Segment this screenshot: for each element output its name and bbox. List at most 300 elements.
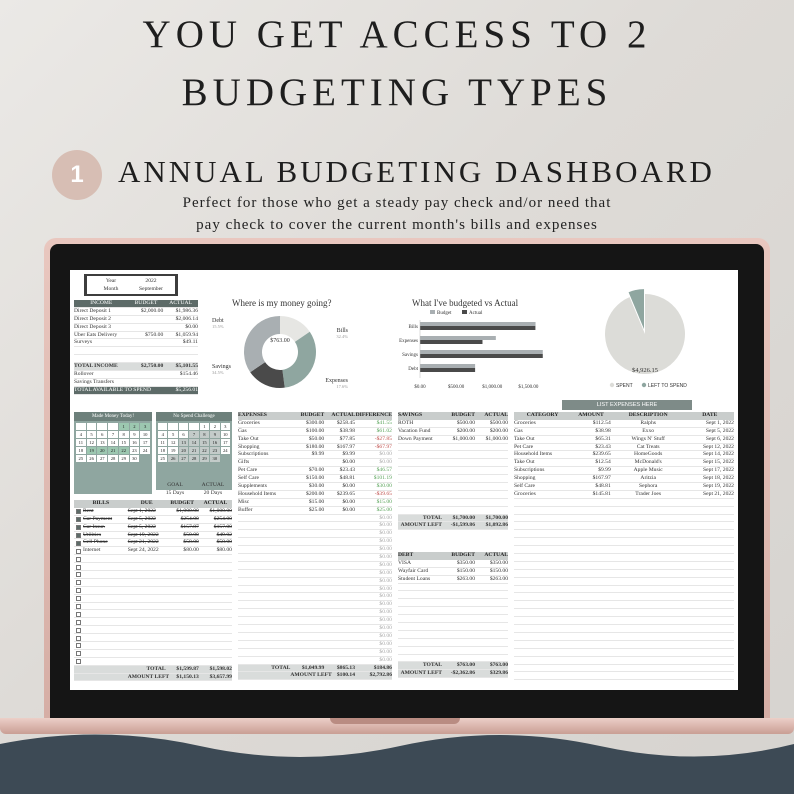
expenses-cell[interactable]: Gifts: [238, 459, 250, 466]
list-cell[interactable]: Household Items: [514, 451, 553, 458]
empty-cell[interactable]: [475, 655, 508, 662]
list-cell[interactable]: $112.54: [592, 419, 611, 426]
paid-checkbox[interactable]: [76, 651, 81, 656]
calendar-day[interactable]: 24: [221, 447, 230, 454]
calendar-day[interactable]: 10: [140, 431, 150, 438]
empty-cell[interactable]: [290, 586, 324, 593]
empty-cell[interactable]: [324, 570, 355, 577]
expenses-cell[interactable]: Shopping: [238, 443, 260, 450]
empty-cell[interactable]: [571, 522, 611, 529]
expenses-cell[interactable]: $150.00: [306, 475, 325, 482]
empty-cell[interactable]: [475, 507, 508, 514]
list-cell[interactable]: HomeGoods: [634, 451, 663, 458]
empty-cell[interactable]: [238, 657, 290, 664]
empty-cell[interactable]: [514, 672, 571, 679]
empty-cell[interactable]: $0.00: [379, 577, 392, 584]
calendar-day[interactable]: 24: [140, 447, 150, 454]
expenses-cell[interactable]: Buffer: [238, 506, 253, 513]
empty-cell[interactable]: [611, 617, 686, 624]
list-cell[interactable]: Sept 1, 2022: [705, 419, 734, 426]
income-cell[interactable]: [163, 355, 198, 362]
debt-cell[interactable]: Wayfair Card: [398, 567, 429, 574]
empty-cell[interactable]: [290, 609, 324, 616]
expenses-cell[interactable]: $25.00: [376, 506, 392, 513]
income-cell[interactable]: [129, 324, 164, 331]
calendar-day[interactable]: 5: [87, 431, 97, 438]
savings-cell[interactable]: $200.00: [489, 427, 508, 434]
empty-cell[interactable]: [571, 657, 611, 664]
empty-cell[interactable]: [514, 562, 571, 569]
list-cell[interactable]: $12.54: [595, 459, 611, 466]
debt-cell[interactable]: $263.00: [489, 575, 508, 582]
expenses-cell[interactable]: Pet Care: [238, 467, 258, 474]
savings-cell[interactable]: Down Payment: [398, 435, 433, 442]
paid-checkbox[interactable]: [76, 517, 81, 522]
savings-cell[interactable]: ROTH: [398, 419, 414, 426]
empty-cell[interactable]: [398, 507, 442, 514]
empty-cell[interactable]: [238, 617, 290, 624]
calendar-day[interactable]: 6: [97, 431, 107, 438]
calendar-day[interactable]: 4: [158, 431, 167, 438]
bill-actual[interactable]: $49.02: [216, 531, 232, 538]
list-cell[interactable]: Sept 12, 2022: [703, 443, 734, 450]
empty-cell[interactable]: [514, 578, 571, 585]
calendar-day[interactable]: 14: [189, 439, 198, 446]
calendar-day[interactable]: 11: [76, 439, 86, 446]
empty-cell[interactable]: [611, 554, 686, 561]
empty-cell[interactable]: [324, 657, 355, 664]
empty-cell[interactable]: [324, 546, 355, 553]
calendar-day[interactable]: 11: [158, 439, 167, 446]
empty-cell[interactable]: [514, 601, 571, 608]
empty-cell[interactable]: $0.00: [379, 601, 392, 608]
income-cell[interactable]: $750.00: [145, 331, 164, 338]
list-cell[interactable]: Sept 21, 2022: [703, 490, 734, 497]
calendar-day[interactable]: 22: [200, 447, 209, 454]
empty-cell[interactable]: $0.00: [379, 561, 392, 568]
empty-cell[interactable]: [571, 641, 611, 648]
empty-cell[interactable]: [290, 641, 324, 648]
list-cell[interactable]: Cat Treats: [636, 443, 660, 450]
year-value[interactable]: 2022: [145, 278, 157, 284]
empty-cell[interactable]: [514, 586, 571, 593]
empty-cell[interactable]: [324, 515, 355, 522]
empty-cell[interactable]: [238, 601, 290, 608]
calendar-day[interactable]: 13: [97, 439, 107, 446]
expenses-cell[interactable]: $239.65: [336, 490, 356, 497]
calendar-day[interactable]: 29: [119, 455, 129, 462]
empty-cell[interactable]: [611, 586, 686, 593]
empty-cell[interactable]: [611, 507, 686, 514]
empty-cell[interactable]: [611, 609, 686, 616]
empty-cell[interactable]: [571, 649, 611, 656]
empty-cell[interactable]: [398, 655, 442, 662]
expenses-cell[interactable]: Gas: [238, 427, 247, 434]
savings-cell[interactable]: $1,000.00: [485, 435, 508, 442]
list-cell[interactable]: Subscriptions: [514, 467, 545, 474]
expenses-cell[interactable]: $0.00: [379, 451, 392, 458]
paid-checkbox[interactable]: [76, 509, 81, 514]
paid-checkbox[interactable]: [76, 588, 81, 593]
bill-budget[interactable]: $50.00: [183, 531, 199, 538]
list-cell[interactable]: $23.43: [595, 443, 611, 450]
empty-cell[interactable]: [398, 607, 442, 614]
bill-due[interactable]: Sept 24, 2022: [127, 547, 159, 554]
calendar-day[interactable]: 23: [210, 447, 219, 454]
empty-cell[interactable]: [442, 639, 475, 646]
bill-name[interactable]: Utilities: [83, 531, 102, 538]
empty-cell[interactable]: $0.00: [379, 546, 392, 553]
calendar-day[interactable]: 16: [130, 439, 140, 446]
empty-cell[interactable]: [686, 601, 734, 608]
bill-name[interactable]: Internet: [83, 547, 101, 554]
empty-cell[interactable]: [324, 617, 355, 624]
empty-cell[interactable]: [611, 641, 686, 648]
empty-cell[interactable]: [686, 625, 734, 632]
list-cell[interactable]: $65.31: [595, 435, 611, 442]
empty-cell[interactable]: [686, 593, 734, 600]
calendar-day[interactable]: 29: [200, 455, 209, 462]
bill-due[interactable]: Sept 19, 2022: [127, 531, 159, 538]
bill-budget[interactable]: $254.00: [180, 515, 199, 522]
empty-cell[interactable]: [571, 633, 611, 640]
calendar-day[interactable]: 26: [168, 455, 177, 462]
calendar-day[interactable]: 22: [119, 447, 129, 454]
empty-cell[interactable]: [324, 649, 355, 656]
income-cell[interactable]: [129, 355, 164, 362]
empty-cell[interactable]: $0.00: [379, 538, 392, 545]
empty-cell[interactable]: [686, 609, 734, 616]
calendar-day[interactable]: 1: [119, 423, 129, 430]
empty-cell[interactable]: [686, 633, 734, 640]
empty-cell[interactable]: [571, 507, 611, 514]
list-cell[interactable]: Shopping: [514, 475, 536, 482]
empty-cell[interactable]: [475, 615, 508, 622]
income-cell[interactable]: Uber Eats Delivery: [74, 331, 118, 338]
empty-cell[interactable]: [290, 538, 324, 545]
paid-checkbox[interactable]: [76, 565, 81, 570]
bill-budget[interactable]: $157.87: [180, 523, 199, 530]
empty-cell[interactable]: [571, 586, 611, 593]
calendar-day[interactable]: 2: [130, 423, 140, 430]
empty-cell[interactable]: [514, 570, 571, 577]
calendar-day[interactable]: 19: [168, 447, 177, 454]
list-cell[interactable]: Take Out: [514, 459, 535, 466]
empty-cell[interactable]: [514, 617, 571, 624]
list-cell[interactable]: Sept 5, 2022: [705, 427, 734, 434]
empty-cell[interactable]: $0.00: [379, 569, 392, 576]
expenses-cell[interactable]: $61.02: [376, 427, 392, 434]
paid-checkbox[interactable]: [76, 643, 81, 648]
calendar-day[interactable]: 5: [168, 431, 177, 438]
expenses-cell[interactable]: $70.00: [308, 467, 325, 474]
income-cell[interactable]: Direct Deposit 3: [74, 323, 111, 330]
empty-cell[interactable]: [686, 657, 734, 664]
list-cell[interactable]: $48.81: [595, 483, 611, 490]
empty-cell[interactable]: [290, 617, 324, 624]
expenses-cell[interactable]: $180.00: [306, 443, 325, 450]
expenses-cell[interactable]: Self Care: [238, 475, 259, 482]
expenses-cell[interactable]: $258.45: [336, 419, 356, 426]
calendar-day[interactable]: 15: [200, 439, 209, 446]
empty-cell[interactable]: $0.00: [379, 625, 392, 632]
empty-cell[interactable]: [324, 562, 355, 569]
empty-cell[interactable]: [290, 522, 324, 529]
list-cell[interactable]: Sept 6, 2022: [705, 435, 734, 442]
empty-cell[interactable]: $0.00: [379, 585, 392, 592]
expenses-cell[interactable]: $9.99: [342, 451, 356, 458]
empty-cell[interactable]: [398, 491, 442, 498]
empty-cell[interactable]: $0.00: [379, 522, 392, 529]
empty-cell[interactable]: [442, 483, 475, 490]
empty-cell[interactable]: [238, 554, 290, 561]
list-cell[interactable]: Groceries: [514, 490, 536, 497]
expenses-cell[interactable]: Subscriptions: [238, 451, 269, 458]
empty-cell[interactable]: [686, 515, 734, 522]
list-cell[interactable]: Aritzia: [640, 475, 656, 482]
empty-cell[interactable]: [238, 570, 290, 577]
paid-checkbox[interactable]: [76, 620, 81, 625]
empty-cell[interactable]: [686, 562, 734, 569]
expenses-cell[interactable]: $101.19: [373, 475, 392, 482]
expenses-cell[interactable]: $0.00: [342, 498, 356, 505]
empty-cell[interactable]: [442, 655, 475, 662]
empty-cell[interactable]: [290, 515, 324, 522]
empty-cell[interactable]: [514, 641, 571, 648]
empty-cell[interactable]: [611, 538, 686, 545]
list-cell[interactable]: Sept 18, 2022: [703, 475, 734, 482]
debt-cell[interactable]: $350.00: [456, 559, 475, 566]
paid-checkbox[interactable]: [76, 596, 81, 601]
empty-cell[interactable]: [442, 615, 475, 622]
expenses-cell[interactable]: $100.00: [306, 427, 325, 434]
empty-cell[interactable]: [475, 459, 508, 466]
empty-cell[interactable]: [686, 522, 734, 529]
expenses-cell[interactable]: $25.00: [308, 506, 325, 513]
expenses-cell[interactable]: $48.81: [339, 475, 356, 482]
empty-cell[interactable]: [611, 657, 686, 664]
empty-cell[interactable]: [514, 593, 571, 600]
calendar-day[interactable]: 1: [200, 423, 209, 430]
empty-cell[interactable]: $0.00: [379, 648, 392, 655]
expenses-cell[interactable]: $167.97: [336, 443, 356, 450]
income-cell[interactable]: [129, 347, 164, 354]
empty-cell[interactable]: [290, 601, 324, 608]
income-cell[interactable]: $1,059.94: [175, 331, 198, 338]
expenses-cell[interactable]: $0.00: [342, 506, 356, 513]
expenses-cell[interactable]: $46.57: [376, 467, 392, 474]
empty-cell[interactable]: [290, 554, 324, 561]
empty-cell[interactable]: [686, 672, 734, 679]
list-cell[interactable]: Apple Music: [633, 467, 663, 474]
empty-cell[interactable]: [398, 591, 442, 598]
bill-actual[interactable]: $1,000.00: [209, 507, 232, 514]
empty-cell[interactable]: [324, 530, 355, 537]
empty-cell[interactable]: [475, 647, 508, 654]
empty-cell[interactable]: [475, 444, 508, 451]
empty-cell[interactable]: [475, 584, 508, 591]
empty-cell[interactable]: [475, 451, 508, 458]
empty-cell[interactable]: [611, 562, 686, 569]
bill-name[interactable]: Rent: [83, 507, 94, 514]
calendar-day[interactable]: 30: [210, 455, 219, 462]
empty-cell[interactable]: [475, 499, 508, 506]
empty-cell[interactable]: [442, 584, 475, 591]
calendar-day[interactable]: 27: [179, 455, 188, 462]
paid-checkbox[interactable]: [76, 533, 81, 538]
empty-cell[interactable]: [324, 554, 355, 561]
income-cell[interactable]: Surveys: [74, 339, 93, 346]
calendar-day[interactable]: 6: [179, 431, 188, 438]
empty-cell[interactable]: [442, 444, 475, 451]
bill-due[interactable]: Sept 5, 2022: [127, 523, 156, 530]
empty-cell[interactable]: [398, 451, 442, 458]
paid-checkbox[interactable]: [76, 580, 81, 585]
income-cell[interactable]: [74, 347, 129, 354]
empty-cell[interactable]: [611, 633, 686, 640]
calendar-day[interactable]: 7: [189, 431, 198, 438]
calendar-day[interactable]: 18: [76, 447, 86, 454]
expenses-cell[interactable]: $30.00: [308, 483, 325, 490]
empty-cell[interactable]: [398, 584, 442, 591]
expenses-cell[interactable]: $0.00: [379, 459, 392, 466]
empty-cell[interactable]: [611, 546, 686, 553]
empty-cell[interactable]: [571, 665, 611, 672]
empty-cell[interactable]: [514, 507, 571, 514]
empty-cell[interactable]: [442, 499, 475, 506]
calendar-day[interactable]: 9: [210, 431, 219, 438]
list-cell[interactable]: Sept 14, 2022: [703, 451, 734, 458]
empty-cell[interactable]: [686, 665, 734, 672]
empty-cell[interactable]: [442, 631, 475, 638]
calendar-day[interactable]: 8: [119, 431, 129, 438]
empty-cell[interactable]: $0.00: [379, 617, 392, 624]
empty-cell[interactable]: [238, 522, 290, 529]
empty-cell[interactable]: [571, 578, 611, 585]
empty-cell[interactable]: [238, 578, 290, 585]
expenses-cell[interactable]: $15.00: [376, 498, 392, 505]
expenses-cell[interactable]: $300.00: [306, 419, 325, 426]
empty-cell[interactable]: [238, 515, 290, 522]
calendar-day[interactable]: 4: [76, 431, 86, 438]
empty-cell[interactable]: [686, 546, 734, 553]
expenses-cell[interactable]: $0.00: [342, 483, 356, 490]
empty-cell[interactable]: [290, 570, 324, 577]
bill-due[interactable]: Sept 1, 2022: [127, 507, 156, 514]
empty-cell[interactable]: [398, 631, 442, 638]
calendar-day[interactable]: 25: [76, 455, 86, 462]
empty-cell[interactable]: [290, 530, 324, 537]
bill-actual[interactable]: $157.00: [213, 523, 232, 530]
empty-cell[interactable]: $0.00: [379, 640, 392, 647]
expenses-cell[interactable]: $41.55: [376, 419, 392, 426]
empty-cell[interactable]: [611, 499, 686, 506]
empty-cell[interactable]: [324, 586, 355, 593]
calendar-day[interactable]: 8: [200, 431, 209, 438]
savings-cell[interactable]: $1,000.00: [452, 435, 475, 442]
list-cell[interactable]: Sephora: [639, 483, 658, 490]
empty-cell[interactable]: [324, 601, 355, 608]
empty-cell[interactable]: [475, 467, 508, 474]
empty-cell[interactable]: [398, 499, 442, 506]
paid-checkbox[interactable]: [76, 636, 81, 641]
empty-cell[interactable]: [611, 665, 686, 672]
calendar-day[interactable]: 17: [221, 439, 230, 446]
list-cell[interactable]: Trader Joes: [635, 490, 662, 497]
debt-cell[interactable]: $263.00: [456, 575, 475, 582]
empty-cell[interactable]: [514, 609, 571, 616]
empty-cell[interactable]: [290, 578, 324, 585]
empty-cell[interactable]: [238, 649, 290, 656]
empty-cell[interactable]: [398, 615, 442, 622]
empty-cell[interactable]: [611, 601, 686, 608]
empty-cell[interactable]: [686, 530, 734, 537]
empty-cell[interactable]: [611, 593, 686, 600]
empty-cell[interactable]: [611, 578, 686, 585]
empty-cell[interactable]: [238, 530, 290, 537]
empty-cell[interactable]: [514, 530, 571, 537]
bill-actual[interactable]: $80.00: [216, 547, 232, 554]
empty-cell[interactable]: [686, 499, 734, 506]
empty-cell[interactable]: $0.00: [379, 656, 392, 663]
savings-cell[interactable]: $500.00: [489, 419, 508, 426]
paid-checkbox[interactable]: [76, 659, 81, 664]
list-cell[interactable]: McDonald's: [634, 459, 662, 466]
expenses-cell[interactable]: $77.85: [339, 435, 356, 442]
empty-cell[interactable]: [475, 599, 508, 606]
empty-cell[interactable]: [611, 570, 686, 577]
empty-cell[interactable]: [514, 665, 571, 672]
empty-cell[interactable]: [398, 467, 442, 474]
empty-cell[interactable]: [514, 633, 571, 640]
savings-cell[interactable]: $500.00: [456, 419, 475, 426]
calendar-day[interactable]: 20: [179, 447, 188, 454]
calendar-day[interactable]: 10: [221, 431, 230, 438]
expenses-cell[interactable]: Misc: [238, 498, 250, 505]
empty-cell[interactable]: [686, 649, 734, 656]
empty-cell[interactable]: [324, 641, 355, 648]
empty-cell[interactable]: $0.00: [379, 554, 392, 561]
calendar-day[interactable]: 13: [179, 439, 188, 446]
empty-cell[interactable]: [611, 672, 686, 679]
empty-cell[interactable]: [611, 530, 686, 537]
empty-cell[interactable]: [611, 649, 686, 656]
paid-checkbox[interactable]: [76, 541, 81, 546]
empty-cell[interactable]: [475, 607, 508, 614]
empty-cell[interactable]: [686, 586, 734, 593]
empty-cell[interactable]: [290, 593, 324, 600]
empty-cell[interactable]: [442, 491, 475, 498]
empty-cell[interactable]: [398, 483, 442, 490]
empty-cell[interactable]: [290, 562, 324, 569]
empty-cell[interactable]: [324, 522, 355, 529]
empty-cell[interactable]: [514, 499, 571, 506]
expenses-cell[interactable]: Take Out: [238, 435, 259, 442]
expenses-cell[interactable]: $9.99: [311, 451, 325, 458]
expenses-cell[interactable]: [290, 459, 324, 466]
calendar-day[interactable]: 3: [221, 423, 230, 430]
empty-cell[interactable]: [324, 538, 355, 545]
calendar-day[interactable]: 2: [210, 423, 219, 430]
calendar-day[interactable]: 15: [119, 439, 129, 446]
expenses-cell[interactable]: Household Items: [238, 490, 277, 497]
paid-checkbox[interactable]: [76, 612, 81, 617]
empty-cell[interactable]: $0.00: [379, 593, 392, 600]
debt-cell[interactable]: VISA: [398, 559, 412, 566]
bill-budget[interactable]: $80.00: [183, 547, 199, 554]
income-cell[interactable]: $2,000.00: [140, 307, 164, 314]
calendar-day[interactable]: 14: [108, 439, 118, 446]
